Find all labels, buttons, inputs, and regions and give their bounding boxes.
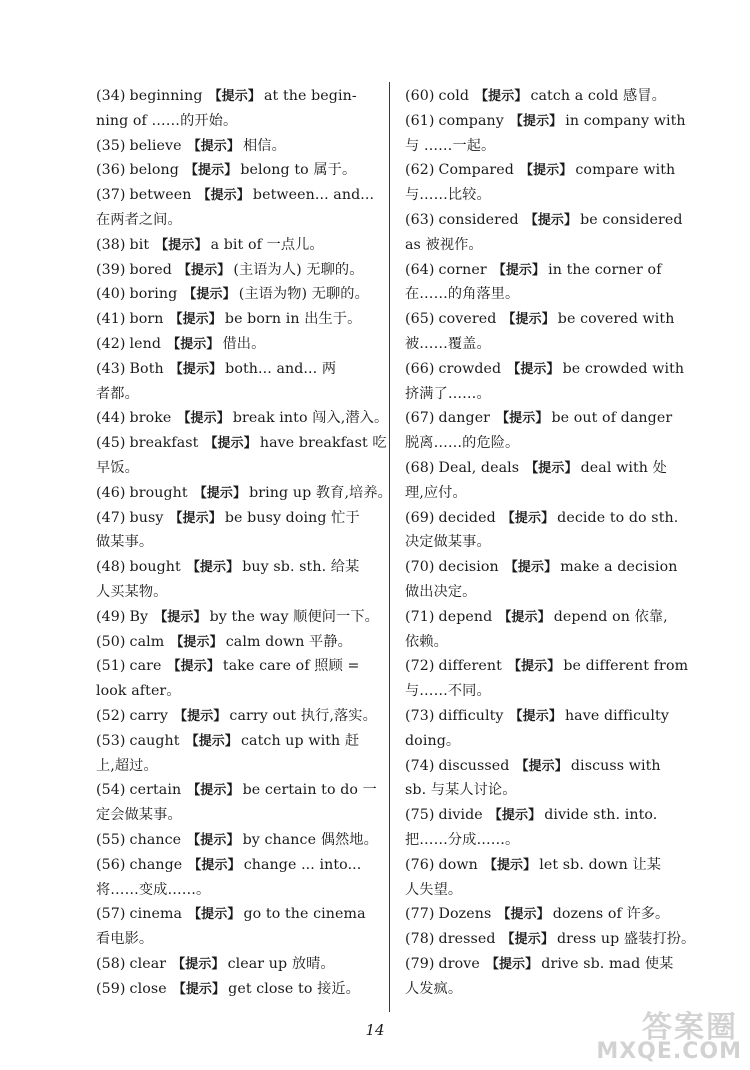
entry-text: ning of ……的开始。 xyxy=(96,112,238,129)
entry-line xyxy=(405,803,688,828)
entry-text: doing。 xyxy=(405,732,461,749)
entry-text: make a decision xyxy=(560,559,678,576)
entry-line xyxy=(96,357,378,382)
entry-text: dozens of 许多。 xyxy=(552,906,670,923)
entry-text: in the corner of xyxy=(548,261,662,278)
entry-line xyxy=(96,878,378,903)
hint-tag: 【提示】 xyxy=(187,783,240,799)
entry-line xyxy=(96,456,378,481)
entry-line xyxy=(405,828,688,853)
entry-word: cinema xyxy=(129,906,183,923)
entry-number: (54) xyxy=(96,782,126,799)
entry-line xyxy=(405,109,688,134)
entry-line xyxy=(96,952,378,977)
entry-number: (43) xyxy=(96,360,126,377)
entry-text: 做出决定。 xyxy=(405,583,477,600)
entry-word: bit xyxy=(129,236,150,253)
entry-line xyxy=(405,456,688,481)
entry-number: (77) xyxy=(405,906,435,923)
entry-text: 在……的角落里。 xyxy=(405,286,520,303)
hint-tag: 【提示】 xyxy=(485,956,539,972)
entry-text: break into 闯入,潜入。 xyxy=(232,410,389,427)
hint-tag: 【提示】 xyxy=(515,758,568,774)
entry-number: (42) xyxy=(96,335,126,352)
entry-line xyxy=(96,902,378,927)
entry-line xyxy=(96,282,378,307)
entry-word: bored xyxy=(129,261,172,278)
entry-word: Dozens xyxy=(438,906,492,923)
entry-line xyxy=(405,282,688,307)
entry-text: 脱离……的危险。 xyxy=(405,435,520,452)
entry-line xyxy=(405,506,688,531)
entry-number: (67) xyxy=(405,410,435,427)
entry-line xyxy=(96,208,378,233)
entry-line xyxy=(96,654,378,679)
entry-line xyxy=(405,555,688,580)
entry-line xyxy=(96,605,378,630)
entry-line xyxy=(405,406,688,431)
entry-line xyxy=(96,134,378,159)
entry-word: depend xyxy=(438,608,493,625)
entry-number: (66) xyxy=(405,360,435,377)
entry-text: buy sb. sth. 给某 xyxy=(242,559,360,576)
entry-text: 把……分成……。 xyxy=(405,831,520,848)
hint-tag: 【提示】 xyxy=(501,932,554,948)
entry-text: 被……覆盖。 xyxy=(405,335,491,352)
entry-line xyxy=(96,754,378,779)
entry-word: clear xyxy=(129,955,167,972)
entry-word: different xyxy=(438,658,502,675)
hint-tag: 【提示】 xyxy=(483,857,537,873)
hint-tag: 【提示】 xyxy=(507,659,561,675)
left-column xyxy=(96,84,392,1001)
entry-number: (68) xyxy=(405,459,435,476)
entry-text: sb. 与某人讨论。 xyxy=(405,782,517,799)
entry-text: be different from xyxy=(563,658,689,675)
entry-text: 依赖。 xyxy=(405,633,448,650)
hint-tag: 【提示】 xyxy=(185,733,238,749)
entry-word: dressed xyxy=(438,931,496,948)
entry-number: (39) xyxy=(96,261,126,278)
entry-number: (40) xyxy=(96,286,126,303)
entry-line xyxy=(96,406,389,431)
entry-word: brought xyxy=(129,484,188,501)
hint-tag: 【提示】 xyxy=(155,237,208,253)
entry-text: deal with 处 xyxy=(580,459,667,476)
entry-word: broke xyxy=(129,410,172,427)
column-divider xyxy=(389,82,390,1012)
entry-word: Both xyxy=(129,360,164,377)
entry-number: (78) xyxy=(405,931,435,948)
entry-line xyxy=(96,977,378,1002)
entry-number: (75) xyxy=(405,807,435,824)
entry-number: (41) xyxy=(96,311,126,328)
entry-line xyxy=(405,977,688,1002)
hint-tag: 【提示】 xyxy=(504,560,558,576)
entry-word: believe xyxy=(129,137,182,154)
entry-text: dress up 盛装打扮。 xyxy=(556,931,696,948)
entry-text: belong to 属于。 xyxy=(240,162,357,179)
entry-line xyxy=(405,382,688,407)
entry-text: 早饭。 xyxy=(96,459,139,476)
entry-line xyxy=(96,853,378,878)
entry-number: (37) xyxy=(96,187,126,204)
entry-number: (71) xyxy=(405,608,435,625)
entry-line xyxy=(405,481,688,506)
entry-number: (64) xyxy=(405,261,435,278)
entry-text: 借出。 xyxy=(222,335,266,352)
entry-word: discussed xyxy=(438,757,510,774)
entry-text: by chance 偶然地。 xyxy=(242,831,378,848)
entry-text: clear up 放晴。 xyxy=(227,955,335,972)
entry-text: look after。 xyxy=(96,683,181,700)
entry-text: 理,应付。 xyxy=(405,484,467,501)
entry-word: company xyxy=(438,112,504,129)
entry-line xyxy=(96,704,378,729)
entry-number: (45) xyxy=(96,435,126,452)
entry-word: belong xyxy=(129,162,179,179)
entry-word: beginning xyxy=(129,88,203,104)
hint-tag: 【提示】 xyxy=(501,510,555,526)
entry-number: (61) xyxy=(405,112,435,129)
entry-line xyxy=(96,729,378,754)
hint-tag: 【提示】 xyxy=(169,312,222,328)
entry-text: get close to 接近。 xyxy=(228,980,360,997)
entry-number: (65) xyxy=(405,311,435,328)
hint-tag: 【提示】 xyxy=(169,361,223,377)
entry-number: (34) xyxy=(96,88,126,104)
entry-word: down xyxy=(438,856,478,873)
entry-line xyxy=(405,134,688,159)
entry-word: bought xyxy=(129,559,181,576)
hint-tag: 【提示】 xyxy=(492,262,546,278)
entry-word: decided xyxy=(438,509,496,526)
entry-text: be out of danger xyxy=(551,410,673,427)
entry-text: (主语为物) 无聊的。 xyxy=(238,286,369,303)
entry-line xyxy=(96,431,387,456)
entry-word: drove xyxy=(438,955,480,972)
hint-tag: 【提示】 xyxy=(496,411,549,427)
hint-tag: 【提示】 xyxy=(172,956,225,972)
entry-number: (72) xyxy=(405,658,435,675)
entry-number: (48) xyxy=(96,559,126,576)
entry-text: a bit of 一点儿。 xyxy=(210,236,324,253)
entry-line xyxy=(405,630,688,655)
watermark-text-bottom: MXQE.COM xyxy=(596,1039,742,1064)
entry-text: drive sb. mad 使某 xyxy=(541,955,674,972)
hint-tag: 【提示】 xyxy=(167,336,220,352)
entry-text: 将……变成……。 xyxy=(96,881,211,898)
entry-line xyxy=(405,357,688,382)
entry-word: divide xyxy=(438,807,483,824)
entry-text: 决定做某事。 xyxy=(405,534,491,551)
entry-word: Compared xyxy=(438,162,514,179)
hint-tag: 【提示】 xyxy=(188,857,241,873)
entry-word: boring xyxy=(129,286,178,303)
entry-number: (46) xyxy=(96,484,126,501)
hint-tag: 【提示】 xyxy=(183,287,236,303)
hint-tag: 【提示】 xyxy=(169,510,222,526)
entry-word: decision xyxy=(438,559,499,576)
hint-tag: 【提示】 xyxy=(187,138,240,154)
entry-number: (53) xyxy=(96,732,126,749)
entry-line xyxy=(405,878,688,903)
entry-number: (52) xyxy=(96,707,126,724)
entry-line xyxy=(96,233,378,258)
entry-line xyxy=(96,927,378,952)
entry-number: (56) xyxy=(96,856,126,873)
entry-text: depend on 依靠, xyxy=(553,608,668,625)
entry-number: (76) xyxy=(405,856,435,873)
entry-word: danger xyxy=(438,410,491,427)
entry-text: divide sth. into. xyxy=(544,807,658,824)
entry-text: calm down 平静。 xyxy=(225,633,352,650)
entry-line xyxy=(405,679,688,704)
entry-word: born xyxy=(129,311,164,328)
entry-text: between... and... xyxy=(252,187,375,204)
entry-number: (57) xyxy=(96,906,126,923)
hint-tag: 【提示】 xyxy=(184,163,238,179)
entry-text: go to the cinema xyxy=(243,906,366,923)
entry-line xyxy=(405,84,688,109)
entry-number: (69) xyxy=(405,509,435,526)
hint-tag: 【提示】 xyxy=(497,907,550,923)
entry-number: (49) xyxy=(96,608,126,625)
entry-number: (60) xyxy=(405,88,435,104)
hint-tag: 【提示】 xyxy=(498,609,551,625)
entry-number: (63) xyxy=(405,211,435,228)
entry-number: (62) xyxy=(405,162,435,179)
entry-line xyxy=(405,258,688,283)
hint-tag: 【提示】 xyxy=(177,411,230,427)
hint-tag: 【提示】 xyxy=(524,212,578,228)
entry-line xyxy=(96,382,378,407)
entry-line xyxy=(96,109,378,134)
entry-line xyxy=(405,902,688,927)
hint-tag: 【提示】 xyxy=(187,832,240,848)
entry-text: take care of 照顾 = xyxy=(222,658,360,675)
entry-word: breakfast xyxy=(129,435,199,452)
hint-tag: 【提示】 xyxy=(170,634,223,650)
entry-text: as 被视作。 xyxy=(405,236,483,253)
entry-line xyxy=(96,555,378,580)
entry-number: (38) xyxy=(96,236,126,253)
entry-number: (74) xyxy=(405,757,435,774)
entry-word: Deal, deals xyxy=(438,459,520,476)
entry-word: considered xyxy=(438,211,519,228)
entry-number: (70) xyxy=(405,559,435,576)
entry-text: 人失望。 xyxy=(405,881,463,898)
entry-text: carry out 执行,落实。 xyxy=(229,707,377,724)
entry-text: 与 ……一起。 xyxy=(405,137,496,154)
entry-line xyxy=(405,754,688,779)
entry-text: 人买某物。 xyxy=(96,583,168,600)
entry-word: cold xyxy=(438,88,470,104)
entry-word: difficulty xyxy=(438,707,504,724)
entry-text: have difficulty xyxy=(564,707,669,724)
entry-text: be busy doing 忙于 xyxy=(224,509,360,526)
hint-tag: 【提示】 xyxy=(188,907,241,923)
entry-text: in company with xyxy=(565,112,686,129)
entry-word: corner xyxy=(438,261,487,278)
watermark-text-top: 答案圈 xyxy=(642,1010,738,1045)
entry-text: 与……比较。 xyxy=(405,187,491,204)
entry-text: decide to do sth. xyxy=(557,509,679,526)
entry-word: caught xyxy=(129,732,180,749)
entry-text: let sb. down 让某 xyxy=(539,856,662,873)
entry-text: change ... into... xyxy=(243,856,362,873)
entry-number: (58) xyxy=(96,955,126,972)
entry-text: be considered xyxy=(580,211,683,228)
entry-word: covered xyxy=(438,311,497,328)
watermark-logo xyxy=(592,1002,742,1064)
entry-text: 者都。 xyxy=(96,385,139,402)
entry-line xyxy=(96,828,378,853)
hint-tag: 【提示】 xyxy=(525,460,578,476)
entry-text: have breakfast 吃 xyxy=(259,435,387,452)
entry-line xyxy=(96,158,378,183)
entry-line xyxy=(96,630,378,655)
entry-text: be covered with xyxy=(557,311,675,328)
entry-text: at the begin- xyxy=(263,88,357,104)
entry-line xyxy=(405,183,688,208)
entry-line xyxy=(405,704,688,729)
entry-number: (55) xyxy=(96,831,126,848)
entry-word: crowded xyxy=(438,360,502,377)
hint-tag: 【提示】 xyxy=(193,485,247,501)
right-column xyxy=(405,84,696,1001)
entry-line xyxy=(96,530,378,555)
hint-tag: 【提示】 xyxy=(167,659,220,675)
entry-line xyxy=(96,183,378,208)
entry-line xyxy=(405,729,688,754)
entry-text: by the way 顺便问一下。 xyxy=(209,608,379,625)
hint-tag: 【提示】 xyxy=(186,560,240,576)
entry-line xyxy=(405,158,688,183)
entry-word: between xyxy=(129,187,192,204)
entry-line xyxy=(405,431,688,456)
entry-line xyxy=(96,778,378,803)
entry-text: 看电影。 xyxy=(96,931,154,948)
entry-word: close xyxy=(129,980,167,997)
entry-word: calm xyxy=(129,633,165,650)
entry-line xyxy=(96,258,378,283)
entry-text: catch a cold 感冒。 xyxy=(530,88,666,104)
entry-line xyxy=(405,654,688,679)
entry-line xyxy=(96,481,392,506)
entry-text: 定会做某事。 xyxy=(96,807,182,824)
entry-text: 与……不同。 xyxy=(405,683,491,700)
entry-line xyxy=(405,927,696,952)
entry-number: (50) xyxy=(96,633,126,650)
entry-line xyxy=(96,84,378,109)
entry-line xyxy=(96,679,378,704)
entry-text: 挤满了……。 xyxy=(405,385,491,402)
entry-text: discuss with xyxy=(570,757,661,774)
entry-line xyxy=(96,580,378,605)
entry-number: (35) xyxy=(96,137,126,154)
entry-number: (59) xyxy=(96,980,126,997)
hint-tag: 【提示】 xyxy=(488,808,542,824)
hint-tag: 【提示】 xyxy=(502,312,555,328)
entry-text: 相信。 xyxy=(243,137,286,154)
entry-line xyxy=(405,208,688,233)
entry-line xyxy=(405,307,688,332)
hint-tag: 【提示】 xyxy=(208,89,261,104)
entry-line xyxy=(405,853,688,878)
hint-tag: 【提示】 xyxy=(197,188,250,204)
hint-tag: 【提示】 xyxy=(154,609,207,625)
entry-text: be crowded with xyxy=(562,360,685,377)
page-number: 14 xyxy=(365,1021,385,1039)
entry-word: lend xyxy=(129,335,162,352)
entry-line xyxy=(405,530,688,555)
entry-number: (47) xyxy=(96,509,126,526)
hint-tag: 【提示】 xyxy=(519,163,573,179)
entry-word: chance xyxy=(129,831,182,848)
hint-tag: 【提示】 xyxy=(509,113,563,129)
entry-word: change xyxy=(129,856,183,873)
entry-line xyxy=(96,506,378,531)
entry-number: (36) xyxy=(96,162,126,179)
entry-word: carry xyxy=(129,707,169,724)
entry-number: (51) xyxy=(96,658,126,675)
entry-word: busy xyxy=(129,509,164,526)
entry-text: be certain to do 一 xyxy=(242,782,377,799)
entry-word: certain xyxy=(129,782,182,799)
entry-text: compare with xyxy=(575,162,676,179)
entry-line xyxy=(405,778,688,803)
hint-tag: 【提示】 xyxy=(204,436,257,452)
entry-line xyxy=(96,307,378,332)
hint-tag: 【提示】 xyxy=(177,262,231,278)
entry-line xyxy=(96,803,378,828)
entry-text: 人发疯。 xyxy=(405,980,463,997)
hint-tag: 【提示】 xyxy=(507,361,560,377)
entry-text: be born in 出生于。 xyxy=(224,311,362,328)
entry-text: 上,超过。 xyxy=(96,757,158,774)
entry-text: catch up with 赶 xyxy=(241,732,360,749)
entry-line xyxy=(405,952,688,977)
entry-text: 做某事。 xyxy=(96,534,154,551)
entry-line xyxy=(405,580,688,605)
entry-number: (44) xyxy=(96,410,126,427)
entry-text: 在两者之间。 xyxy=(96,211,182,228)
entry-word: care xyxy=(129,658,162,675)
hint-tag: 【提示】 xyxy=(172,981,226,997)
entry-number: (73) xyxy=(405,707,435,724)
entry-line xyxy=(405,332,688,357)
entry-text: both... and... 两 xyxy=(225,360,337,377)
entry-line xyxy=(405,233,688,258)
hint-tag: 【提示】 xyxy=(475,89,528,104)
entry-number: (79) xyxy=(405,955,435,972)
entry-word: By xyxy=(129,608,149,625)
hint-tag: 【提示】 xyxy=(174,708,227,724)
entry-line xyxy=(96,332,378,357)
entry-line xyxy=(405,605,688,630)
entry-text: bring up 教育,培养。 xyxy=(249,484,392,501)
entry-text: (主语为人) 无聊的。 xyxy=(233,261,364,278)
hint-tag: 【提示】 xyxy=(509,708,562,724)
